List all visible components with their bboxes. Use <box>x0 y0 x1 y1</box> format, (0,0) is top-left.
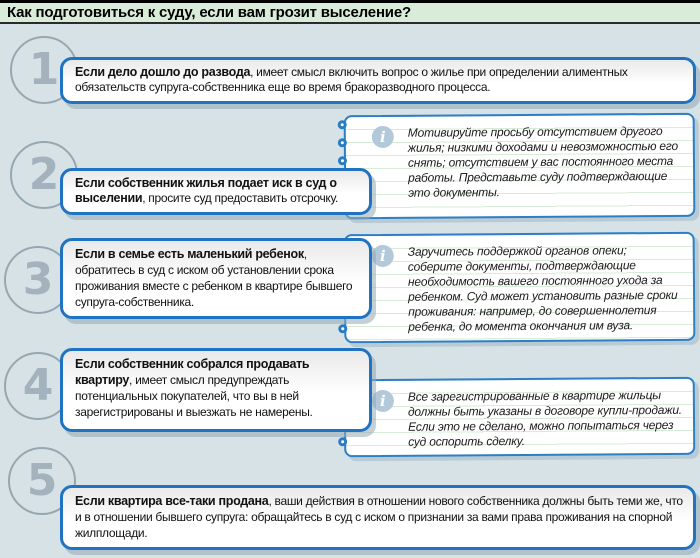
step-card-5-lead: Если квартира все-таки продана <box>75 494 269 508</box>
step-card-2-body: , просите суд предоставить отсрочку. <box>142 191 339 205</box>
step-card-4-lead: Если собственник собрался продавать квартиру <box>75 357 310 387</box>
step-number-5-label: 5 <box>26 455 58 506</box>
step-card-2-text <box>75 176 359 206</box>
spiral-ring-icon <box>338 138 347 147</box>
step-card-3-body: , обратитесь в суд с иском об установлении срока проживания вместе с ребенком в квартире бывшего супруга-собственника. <box>75 247 353 309</box>
note-card-step-2 <box>344 113 696 219</box>
note-text-step-3: Заручитесь поддержкой органов опеки; соберите документы, подтверждающие необходимость вашего постоянного ухода за ребенком. Суд может установить разные сроки проживания: например, до совершеннолетия ребенка, до момента окончания им вуза. <box>407 243 678 334</box>
page-title: Как подготовиться к суду, если вам грозит выселение? <box>7 4 411 21</box>
step-card-1 <box>60 57 696 104</box>
step-card-3 <box>60 238 372 319</box>
note-text-step-2: Мотивируйте просьбу отсутствием другого жилья; низкими доходами и невозможностью его снять; отсутствием у вас постоянного места работы. Представьте суду подтверждающие это документы. <box>407 124 678 200</box>
info-icon: i <box>372 126 394 148</box>
step-card-4 <box>60 348 372 432</box>
step-card-3-lead: Если в семье есть маленький ребенок <box>75 247 304 261</box>
step-card-5-body: , ваши действия в отношении нового собственника должны быть теми же, что и в отношении бывшего супруга: обращайтесь в суд с иском о признании за вами права проживания на спорной жилплощади. <box>75 494 683 540</box>
info-icon: i <box>372 245 394 267</box>
step-number-1-label: 1 <box>28 44 60 95</box>
step-card-5 <box>60 485 696 550</box>
step-card-1-text <box>75 65 683 95</box>
step-card-4-body: , имеет смысл предупреждать потенциальных покупателей, что вы в ней зарегистрированы и выезжать не намерены. <box>75 373 313 419</box>
step-card-1-lead: Если дело дошло до развода <box>75 65 251 79</box>
step-card-3-text <box>75 246 359 310</box>
step-card-2 <box>60 168 372 215</box>
spiral-ring-icon <box>338 437 347 446</box>
step-card-5-text <box>75 493 683 541</box>
step-card-4-text <box>75 356 359 420</box>
step-number-3-label: 3 <box>22 254 54 305</box>
info-icon: i <box>372 390 394 412</box>
note-card-step-3 <box>344 232 696 343</box>
step-card-1-body: , имеет смысл включить вопрос о жилье при определении алиментных обязательств супруга-собственника еще во время бракоразводного процесса. <box>75 65 628 94</box>
step-number-4-label: 4 <box>22 360 54 411</box>
step-number-2-label: 2 <box>28 149 60 200</box>
step-card-2-lead: Если собственник жилья подает иск в суд о выселении <box>75 176 337 205</box>
spiral-ring-icon <box>338 324 347 333</box>
spiral-ring-icon <box>338 120 347 129</box>
note-card-step-4 <box>344 377 696 457</box>
note-text-step-4: Все зарегистрированные в квартире жильцы должны быть указаны в договоре купли-продажи. Если это не сделано, можно попытаться через суд оспорить сделку. <box>407 388 682 449</box>
title-bar <box>0 0 700 24</box>
spiral-ring-icon <box>338 156 347 165</box>
